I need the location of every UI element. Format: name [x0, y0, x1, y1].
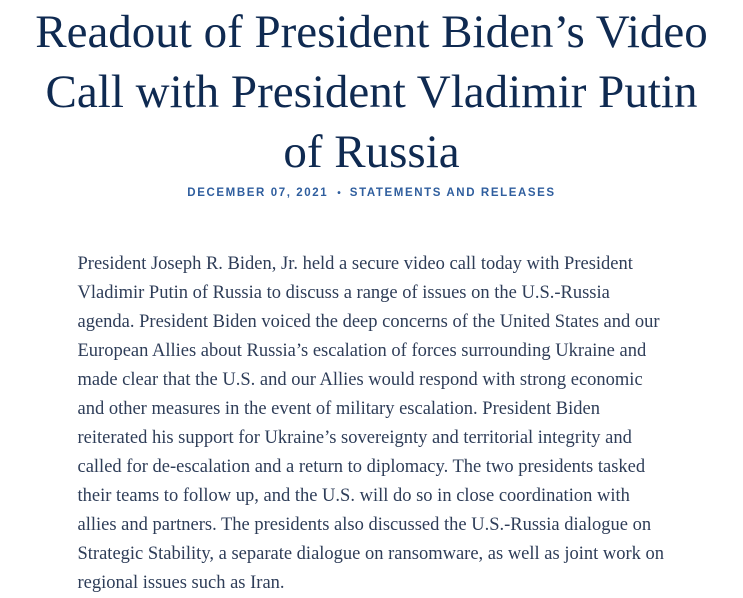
- article-body-paragraph: President Joseph R. Biden, Jr. held a secure video call today with President Vladimir Putin of Russia to discuss a range of issues on the U.S.-Russia agenda. President Biden voiced the deep concerns of the United States and our European Allies about Russia’s escalation of forces surrounding Ukraine and made clear that the U.S. and our Allies would respond with strong economic and other measures in the event of military escalation. President Biden reiterated his support for Ukraine’s sovereignty and territorial integrity and called for de-escalation and a return to diplomacy. The two presidents tasked their teams to follow up, and the U.S. will do so in close coordination with allies and partners. The presidents also discussed the U.S.-Russia dialogue on Strategic Stability, a separate dialogue on ransomware, as well as joint work on regional issues such as Iran.: [77, 254, 665, 593]
- article-title: Readout of President Biden’s Video Call with President Vladimir Putin of Russia: [35, 6, 708, 178]
- meta-separator-dot: •: [337, 187, 341, 199]
- article-date: DECEMBER 07, 2021: [187, 187, 329, 199]
- category-link[interactable]: STATEMENTS AND RELEASES: [349, 187, 556, 199]
- article-meta: [0, 187, 743, 199]
- briefing-room-article: [0, 2, 743, 593]
